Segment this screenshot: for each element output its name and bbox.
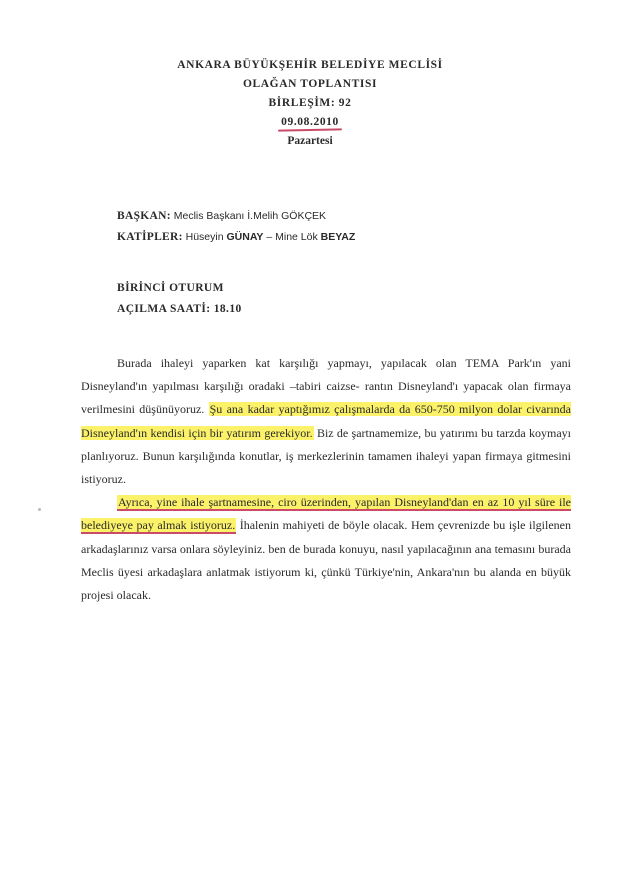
opening-time: AÇILMA SAATİ: 18.10 [117,303,242,315]
clerk1-surname: GÜNAY [226,231,264,243]
paragraph-1-text-a: Burada ihaleyi yaparken kat karşılığı yapmayı, yapılacak olan TEMA Park'ın yani Disneyland'ın yapılması karşılığı oradaki –tabiri caizse- rantın Disneyland'ı yapacak olan firmaya verilmesini düşünüyoruz. [81,356,571,417]
officials-block [117,206,355,248]
meeting-day: Pazartesi [287,135,333,147]
clerk2-surname: BEYAZ [320,231,356,243]
session-block [117,278,242,320]
meeting-type: OLAĞAN TOPLANTISI [242,78,378,90]
session-number: BİRLEŞİM: 92 [268,97,352,109]
clerks-row [117,227,355,248]
chair-row [117,206,355,227]
speech-text [81,352,571,607]
council-name: ANKARA BÜYÜKŞEHİR BELEDİYE MECLİSİ [177,59,443,71]
chair-value: Meclis Başkanı İ.Melih GÖKÇEK [173,210,327,222]
meeting-date-wrap [281,113,339,132]
paragraph-1 [81,352,571,491]
clerk-separator: – Mine Lök [263,231,321,243]
pen-underline-mark [278,128,342,131]
highlighted-passage-1: Şu ana kadar yaptığımız çalışmalarda da 650-750 milyon dolar civarında Disneyland'ın kendisi için bir yatırım gerekiyor. [81,402,571,440]
paragraph-1-text-b: Biz de şartnamemize, bu yatırımı bu tarzda koymayı planlıyoruz. Bunun karşılığında konutlar, iş merkezlerinin tamamen ihaleyi yapan firmaya gitmesini istiyoruz. [81,425,571,487]
document-header [0,56,620,150]
paragraph-2-text-b: İhalenin mahiyeti de böyle olacak. Hem çevrenizde bu işle ilgilenen arkadaşlarınız varsa onlara söyleyiniz. ben de burada konuyu, nasıl yapılacağının ana temasını burada Meclis üyesi arkadaşlara anlatmak istiyorum ki, çünkü Türkiye'nin, Ankara'nın bu alanda en büyük projesi olacak. [81,518,571,603]
chair-label: BAŞKAN: [117,210,171,222]
meeting-date: 09.08.2010 [281,116,339,128]
margin-speck [38,508,41,511]
paragraph-2 [81,491,571,607]
session-title: BİRİNCİ OTURUM [117,282,224,294]
date-row [0,113,620,132]
highlighted-passage-2: Ayrıca, yine ihale şartnamesine, ciro üzerinden, yapılan Disneyland'dan en az 10 yıl süre ile belediyeye pay almak istiyoruz. [81,495,571,533]
clerk1-name: Hüseyin [185,231,227,243]
clerks-label: KATİPLER: [117,231,183,243]
